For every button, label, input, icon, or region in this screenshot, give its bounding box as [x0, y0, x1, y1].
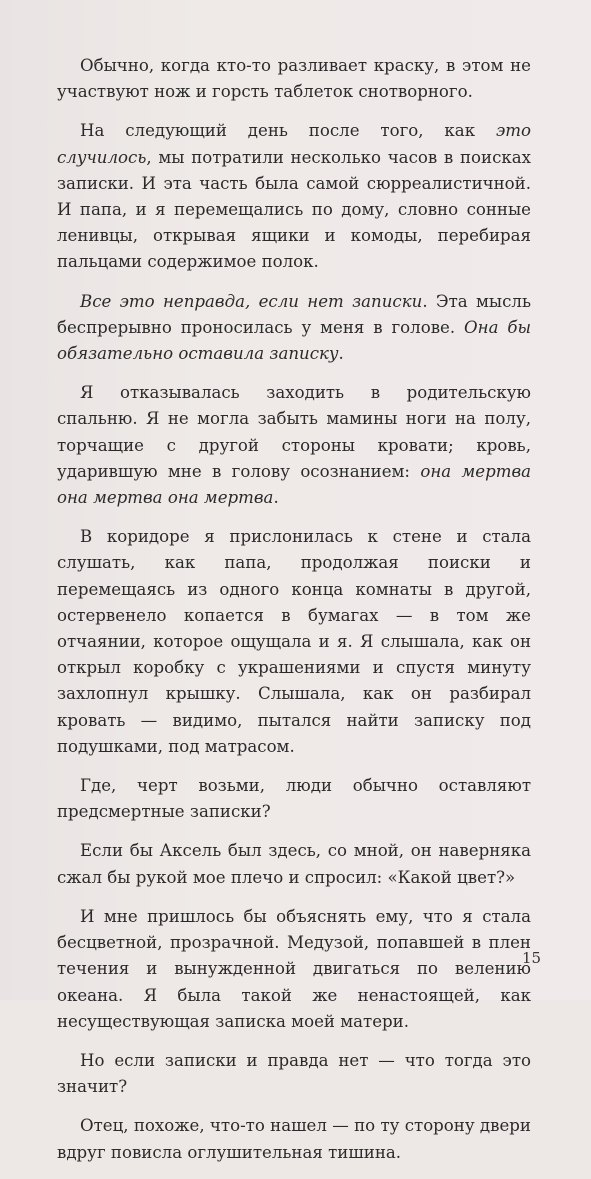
paragraph	[57, 1113, 531, 1165]
text-run: На следующий день после того, как	[80, 121, 496, 141]
text-run: . Эта мысль беспрерывно проносилась у меня в голове.	[57, 291, 531, 337]
paragraph	[57, 838, 531, 890]
text-run: Но если записки и правда нет — что тогда это значит?	[57, 1050, 531, 1097]
text-run: Я отказывалась заходить в родительскую спальню. Я не могла забыть мамины ноги на полу, торчащие с другой стороны кровати; кровь, ударившую мне в голову осознанием:	[57, 383, 531, 481]
text-run: В коридоре я прислонилась к стене и стала слушать, как папа, продолжая поиски и перемещаясь из одного конца комнаты в другой, остервенело копается в бумагах — в том же отчаянии, которое ощущала и я. Я слышала, как он открыл коробку с украшениями и спустя минуту захлопнул крышку. Слышала, как он разбирал кровать — видимо, пытался найти записку под подушками, под матрасом.	[57, 527, 531, 756]
text-run: И мне пришлось бы объяснять ему, что я стала бесцветной, прозрачной. Медузой, попавшей в плен течения и вынужденной двигаться по велению океана. Я была такой же ненастоящей, как несуществующая записка моей матери.	[57, 906, 531, 1031]
paragraph	[57, 380, 531, 511]
text-run: .	[273, 488, 279, 508]
paragraph	[57, 289, 531, 368]
paragraph	[57, 773, 531, 825]
text-run: Где, черт возьми, люди обычно оставляют предсмертные записки?	[57, 776, 531, 822]
paragraph	[57, 53, 531, 105]
italic-text-run: Она бы обязательно оставила записку	[57, 317, 531, 364]
paragraph	[57, 1048, 531, 1100]
paragraph	[57, 524, 531, 760]
text-run: , мы потратили несколько часов в поисках записки. И эта часть была самой сюрреалистичной. И папа, и я перемещались по дому, словно сонные ленивцы, открывая ящики и комоды, перебирая пальцами содержимое полок.	[57, 147, 531, 272]
italic-text-run: Все это неправда, если нет записки	[80, 291, 423, 311]
text-run: .	[338, 344, 344, 364]
body-text	[57, 53, 531, 1179]
page-number: 15	[522, 949, 542, 967]
paragraph	[57, 904, 531, 1035]
paragraph	[57, 118, 531, 275]
text-run: Обычно, когда кто-то разливает краску, в этом не участвуют нож и горсть таблеток снотворного.	[57, 56, 531, 102]
text-run: Если бы Аксель был здесь, со мной, он наверняка сжал бы рукой мое плечо и спросил: «Какой цвет?»	[57, 841, 531, 887]
text-run: Отец, похоже, что-то нашел — по ту сторону двери вдруг повисла оглушительная тишина.	[57, 1116, 531, 1162]
italic-text-run: это случилось	[57, 121, 531, 167]
italic-text-run: она мертва она мертва она мертва	[57, 461, 532, 508]
